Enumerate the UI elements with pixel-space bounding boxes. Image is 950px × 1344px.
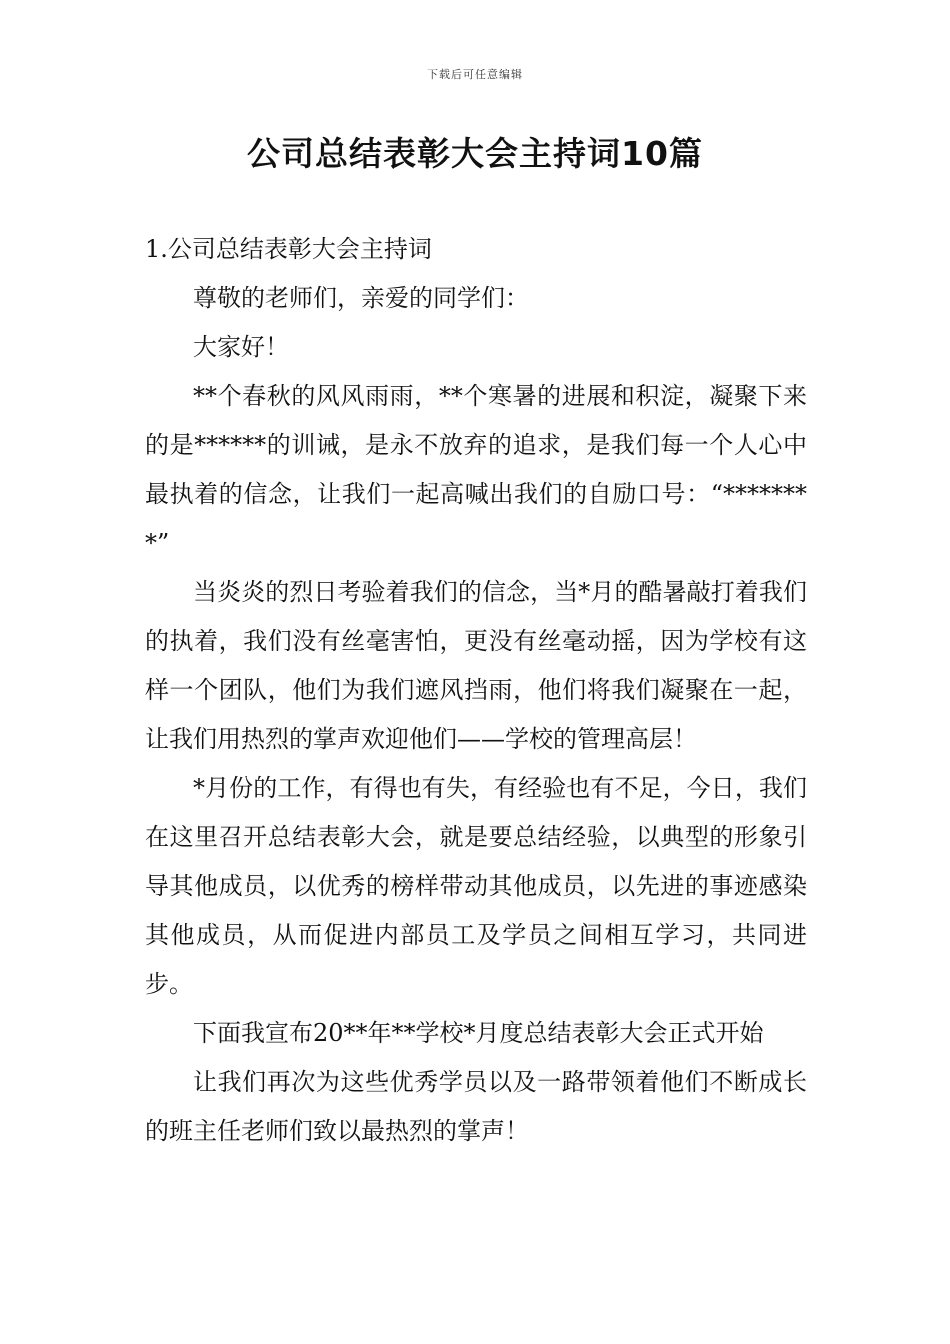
header-note: 下载后可任意编辑 bbox=[427, 68, 523, 81]
document-body bbox=[145, 225, 807, 1156]
section-heading: 1.公司总结表彰大会主持词 bbox=[145, 235, 432, 263]
paragraph-greeting: 尊敬的老师们，亲爱的同学们： bbox=[193, 284, 529, 312]
paragraph-motto: **个春秋的风风雨雨，**个寒暑的进展和积淀，凝聚下来的是******的训诫，是永不放弃的追求，是我们每一个人心中最执着的信念，让我们一起高喊出我们的自励口号：“********” bbox=[145, 382, 807, 557]
paragraph-applause: 让我们再次为这些优秀学员以及一路带领着他们不断成长的班主任老师们致以最热烈的掌声！ bbox=[145, 1068, 807, 1145]
document-title: 公司总结表彰大会主持词10篇 bbox=[247, 134, 703, 173]
paragraph-hello: 大家好！ bbox=[193, 333, 289, 361]
paragraph-leadership: 当炎炎的烈日考验着我们的信念，当*月的酷暑敲打着我们的执着，我们没有丝毫害怕，更没有丝毫动摇，因为学校有这样一个团队，他们为我们遮风挡雨，他们将我们凝聚在一起，让我们用热烈的掌声欢迎他们——学校的管理高层！ bbox=[145, 578, 807, 753]
paragraph-summary: *月份的工作，有得也有失，有经验也有不足，今日，我们在这里召开总结表彰大会，就是要总结经验，以典型的形象引导其他成员，以优秀的榜样带动其他成员，以先进的事迹感染其他成员，从而促进内部员工及学员之间相互学习，共同进步。 bbox=[145, 774, 807, 998]
paragraph-announcement: 下面我宣布20**年**学校*月度总结表彰大会正式开始 bbox=[193, 1019, 764, 1047]
